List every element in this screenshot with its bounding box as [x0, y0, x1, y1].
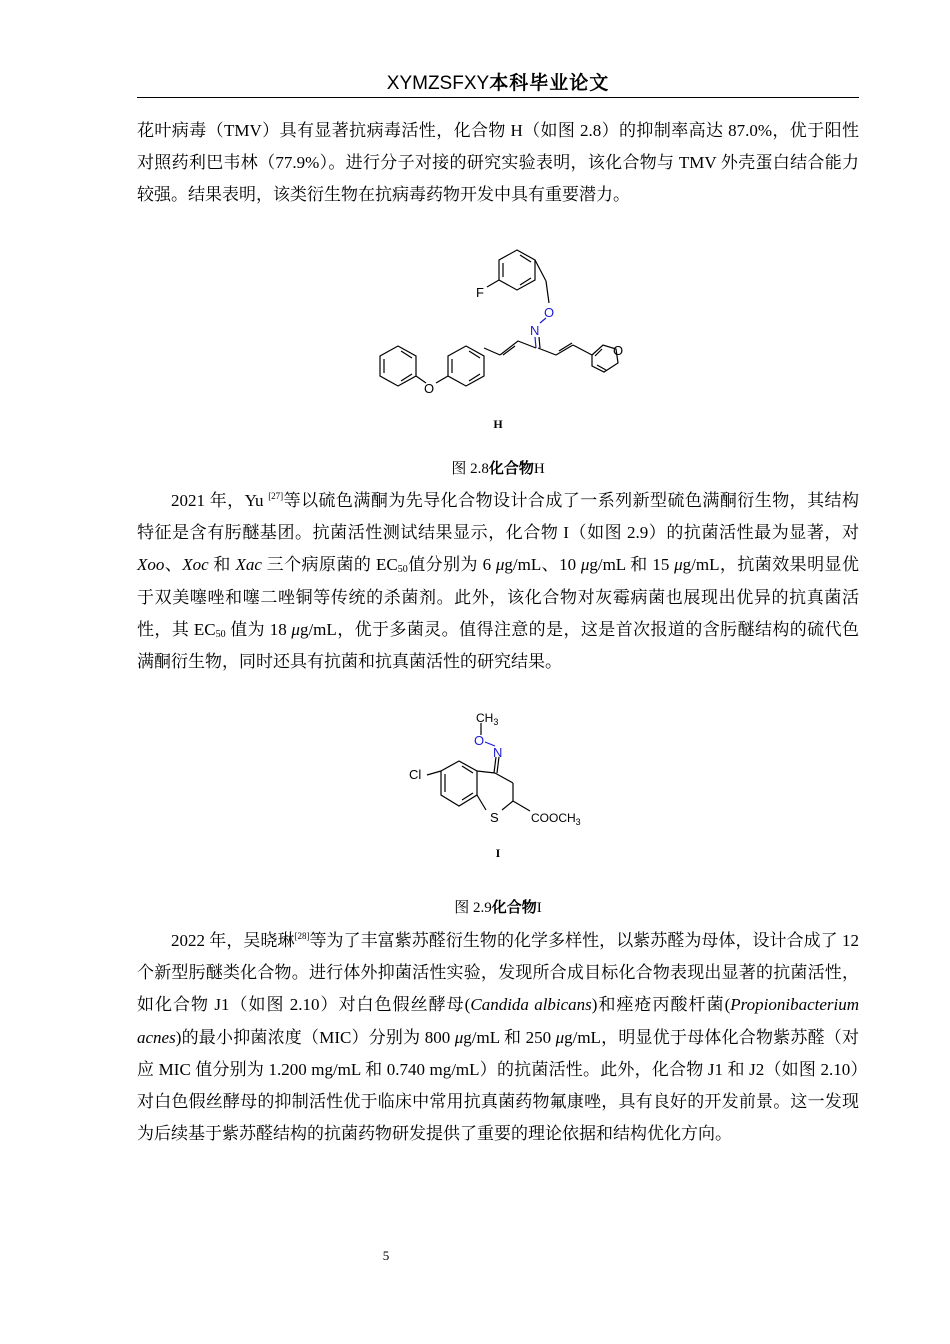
header-thesis-title: 本科毕业论文: [489, 72, 610, 94]
figure-caption-2-9: [137, 898, 859, 918]
header-rule: [137, 97, 859, 98]
compound-label-h: H: [493, 417, 503, 431]
paragraph-perillaldehyde: 2022 年，吴晓琳[28]等为了丰富紫苏醛衍生物的化学多样性，以紫苏醛为母体，设计合成了 12 个新型肟醚类化合物。进行体外抑菌活性实验，发现所合成目标化合物表现出显著的抗菌活性，如化合物 J1（如图 2.10）对白色假丝酵母(Candida albicans)和痤疮丙酸杆菌(Propionibacterium acnes)的最小抑菌浓度（MIC）分别为 800 μg/mL 和 250 μg/mL，明显优于母体化合物紫苏醛（对应 MIC 值分别为 1.200 mg/mL 和 0.740 mg/mL）的抗菌活性。此外，化合物 J1 和 J2（如图 2.10）对白色假丝酵母的抑制活性优于临床中常用抗真菌药物氟康唑，具有良好的开发前景。这一发现为后续基于紫苏醛结构的抗菌药物研发提供了重要的理论依据和结构优化方向。: [137, 931, 860, 1144]
page-number: 5: [382, 1248, 390, 1263]
citation-27[interactable]: [27]: [268, 491, 284, 501]
caption-text: 化合物: [488, 461, 534, 477]
atom-label-ch3: $CH_3$: [476, 711, 499, 727]
atom-label-furan-o: O: [613, 343, 624, 358]
atom-label-s: S: [490, 810, 499, 825]
atom-label-n: N: [493, 745, 503, 760]
compound-label-i: I: [495, 846, 501, 860]
caption-number: 图 2.8: [451, 461, 489, 477]
atom-label-ether-o: O: [424, 381, 435, 396]
structure-compound-h: [370, 244, 640, 404]
header-school-code: XYMZSFXY: [386, 73, 490, 94]
atom-label-cooch3: $COOCH_3$: [531, 811, 581, 827]
citation-28[interactable]: [28]: [294, 931, 310, 941]
atom-label-o: O: [474, 733, 485, 748]
paragraph-tmv-activity: 花叶病毒（TMV）具有显著抗病毒活性，化合物 H（如图 2.8）的抑制率高达 87.0%，优于阳性对照药利巴韦林（77.9%）。进行分子对接的研究实验表明，该化合物与 TMV 外壳蛋白结合能力较强。结果表明，该类衍生物在抗病毒药物开发中具有重要潜力。: [137, 121, 859, 205]
caption-compound-id: I: [536, 900, 542, 916]
page-header: [137, 70, 859, 97]
figure-caption-2-8: [137, 459, 859, 479]
caption-number: 图 2.9: [454, 900, 492, 916]
atom-label-f: F: [476, 285, 484, 300]
atom-label-cl: Cl: [409, 767, 422, 782]
caption-compound-id: H: [533, 461, 545, 477]
caption-text: 化合物: [491, 900, 537, 916]
paragraph-thiochromanone: 2021 年，Yu [27]等以硫色满酮为先导化合物设计合成了一系列新型硫色满酮衍生物，其结构特征是含有肟醚基团。抗菌活性测试结果显示，化合物 I（如图 2.9）的抗菌活性最为显著，对 Xoo、Xoc 和 Xac 三个病原菌的 $EC_{50}$值分别为 6 μg/mL、10 μg/mL 和 15 μg/mL，抗菌效果明显优于双美噻唑和噻二唑铜等传统的杀菌剂。此外，该化合物对灰霉病菌也展现出优异的抗真菌活性，其 $EC_{50}$ 值为 18 μg/mL，优于多菌灵。值得注意的是，这是首次报道的含肟醚结构的硫代色满酮衍生物，同时还具有抗菌和抗真菌活性的研究结果。: [137, 491, 859, 672]
structure-compound-i: [405, 708, 600, 833]
atom-label-oxime-o: O: [544, 305, 555, 320]
atom-label-n: N: [530, 323, 540, 338]
